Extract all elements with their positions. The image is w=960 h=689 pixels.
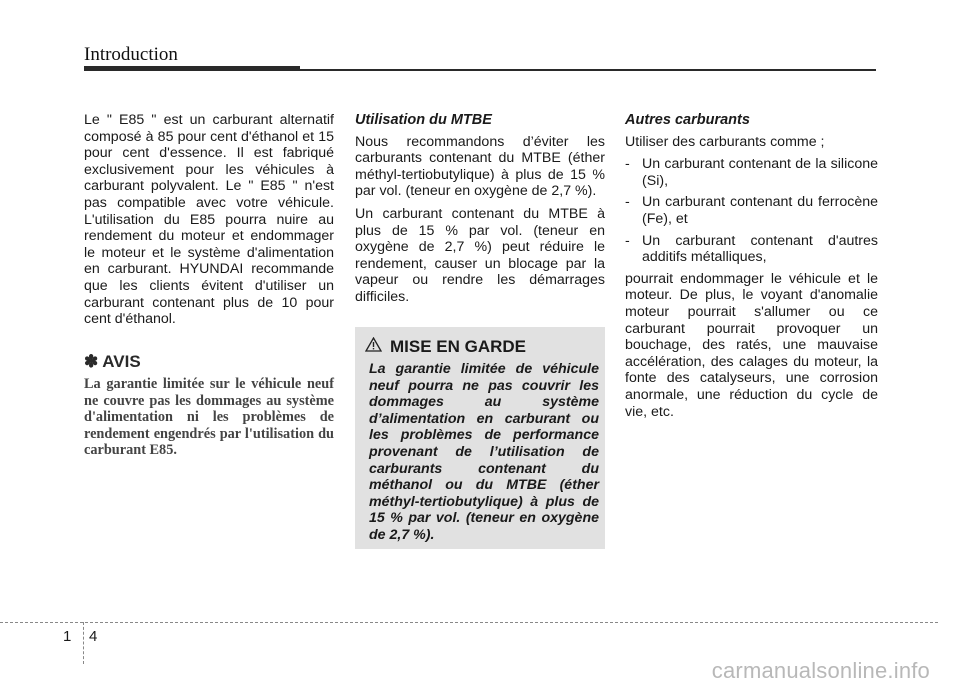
warning-box [355, 327, 605, 549]
section-title-autres: Autres carburants [625, 112, 750, 128]
warning-title: MISE EN GARDE [390, 337, 527, 356]
warning-heading [365, 337, 526, 357]
mtbe-paragraph-1: Nous recommandons d’éviter les carburants contenant du MTBE (éther méthyl-tertiobutylique) à plus de 15 % par vol. (teneur en oxygène de 2,7 %). [355, 133, 605, 200]
footer-dashed-divider [83, 622, 84, 664]
column-middle [355, 112, 605, 306]
avis-body: La garantie limitée sur le véhicule neuf ne couvre pas les dommages au système d'alimentation ni les problèmes de rendement engendrés par l'utilisation du carburant E85. [84, 376, 334, 459]
list-item-text: Un carburant contenant du ferrocène (Fe), et [642, 194, 878, 227]
warning-triangle-icon [365, 337, 382, 357]
page-header-title: Introduction [84, 44, 178, 65]
page-number: 4 [89, 628, 98, 645]
list-dash: - [625, 194, 630, 211]
list-item [625, 194, 878, 227]
section-title-mtbe: Utilisation du MTBE [355, 112, 492, 128]
list-dash: - [625, 156, 630, 173]
autres-outro: pourrait endommager le véhicule et le moteur. De plus, le voyant d'anomalie moteur pourrait s'allumer ou ce carburant pourrait provoquer un bouchage, des ratés, une mauvaise accélération, des calages du moteur, la fonte des catalyseurs, une corrosion anormale, une réduction du cycle de vie, etc. [625, 270, 878, 420]
list-item-text: Un carburant contenant d'autres additifs métalliques, [642, 232, 878, 266]
list-item-text: Un carburant contenant de la silicone (Si), [642, 156, 878, 189]
header-rule-thick [84, 66, 300, 71]
avis-heading [84, 351, 334, 371]
autres-intro: Utiliser des carburants comme ; [625, 133, 825, 150]
avis-star-icon: ✽ [84, 351, 99, 371]
fuel-list [625, 156, 878, 266]
footer-dashed-rule [0, 622, 938, 623]
warning-body: La garantie limitée de véhicule neuf pourra ne pas couvrir les dommages au système d’alimentation en carburant ou les problèmes de performance provenant de l’utilisation de carburants contenant du méthanol ou du MTBE (éther méthyl-tertiobutylique) à plus de 15 % par vol. (teneur en oxygène de 2,7 %). [369, 361, 599, 543]
list-item [625, 233, 878, 266]
list-item [625, 156, 878, 189]
mtbe-paragraph-2: Un carburant contenant du MTBE à plus de 15 % par vol. (teneur en oxygène de 2,7 %) peut réduire le rendement, causer un blocage par la vapeur ou rendre les démarrages difficiles. [355, 205, 605, 305]
list-dash: - [625, 232, 630, 249]
e85-intro-paragraph: Le " E85 " est un carburant alternatif composé à 85 pour cent d'éthanol et 15 pour cent d'essence. Il est fabriqué exclusivement pour les véhicules à carburant polyvalent. Le " E85 " n'est pas compatible avec votre véhicule. L'utilisation du E85 pourra nuire au rendement du moteur et endommager le moteur et le système d'alimentation en carburant. HYUNDAI recommande que les clients évitent d'utiliser un carburant contenant plus de 10 pour cent d'éthanol. [84, 112, 334, 328]
column-left [84, 112, 334, 459]
column-right [625, 112, 878, 420]
avis-title: AVIS [102, 351, 141, 371]
page-chapter-number: 1 [63, 628, 72, 645]
watermark-text: carmanualsonline.info [711, 658, 930, 683]
header-rule-thin [300, 69, 876, 71]
